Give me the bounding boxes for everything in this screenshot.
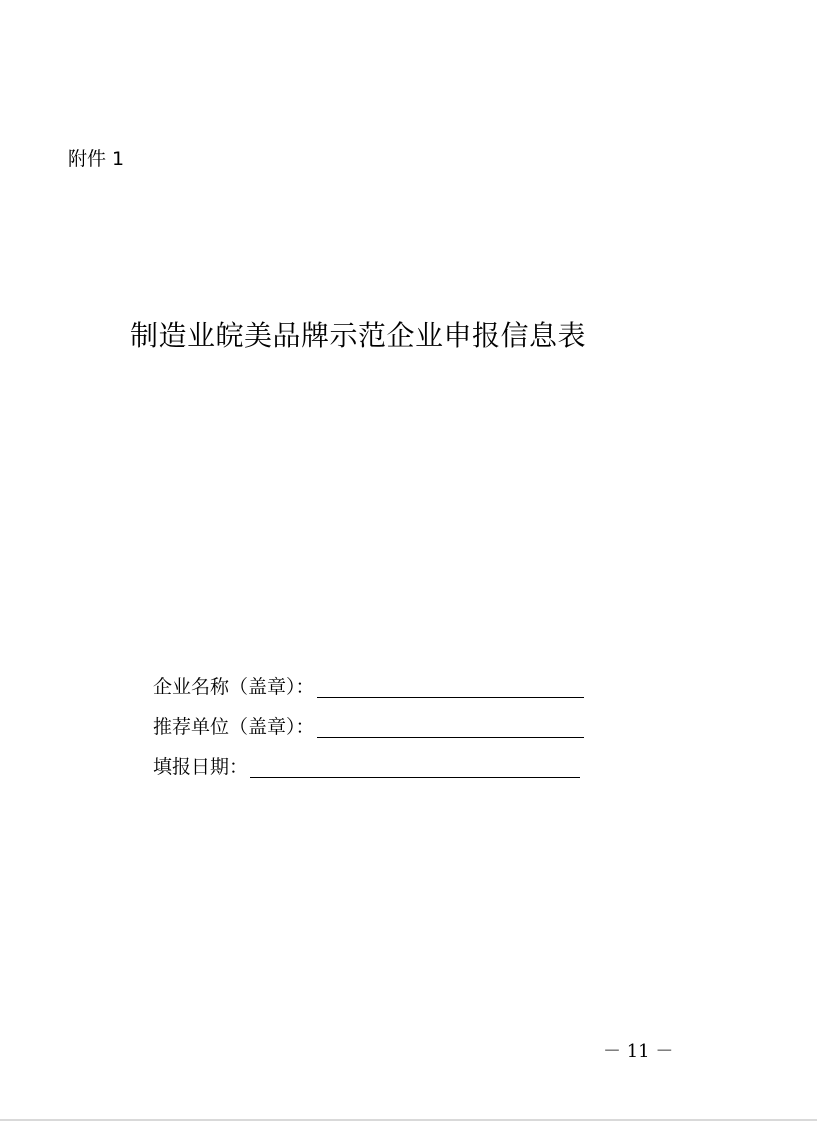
company-name-blank-line[interactable] bbox=[317, 675, 584, 698]
form-row-company-name bbox=[153, 662, 584, 702]
form-fields bbox=[153, 662, 584, 782]
page-number: － 11 － bbox=[603, 1041, 674, 1062]
fill-date-blank-line[interactable] bbox=[250, 755, 580, 778]
form-row-fill-date bbox=[153, 742, 584, 782]
document-title: 制造业皖美品牌示范企业申报信息表 bbox=[130, 319, 587, 352]
attachment-label: 附件 1 bbox=[68, 148, 125, 170]
company-name-label: 企业名称（盖章）： bbox=[153, 676, 315, 698]
form-row-recommending-unit bbox=[153, 702, 584, 742]
recommending-unit-blank-line[interactable] bbox=[317, 715, 584, 738]
recommending-unit-label: 推荐单位（盖章）： bbox=[153, 716, 315, 738]
fill-date-label: 填报日期： bbox=[153, 756, 249, 778]
